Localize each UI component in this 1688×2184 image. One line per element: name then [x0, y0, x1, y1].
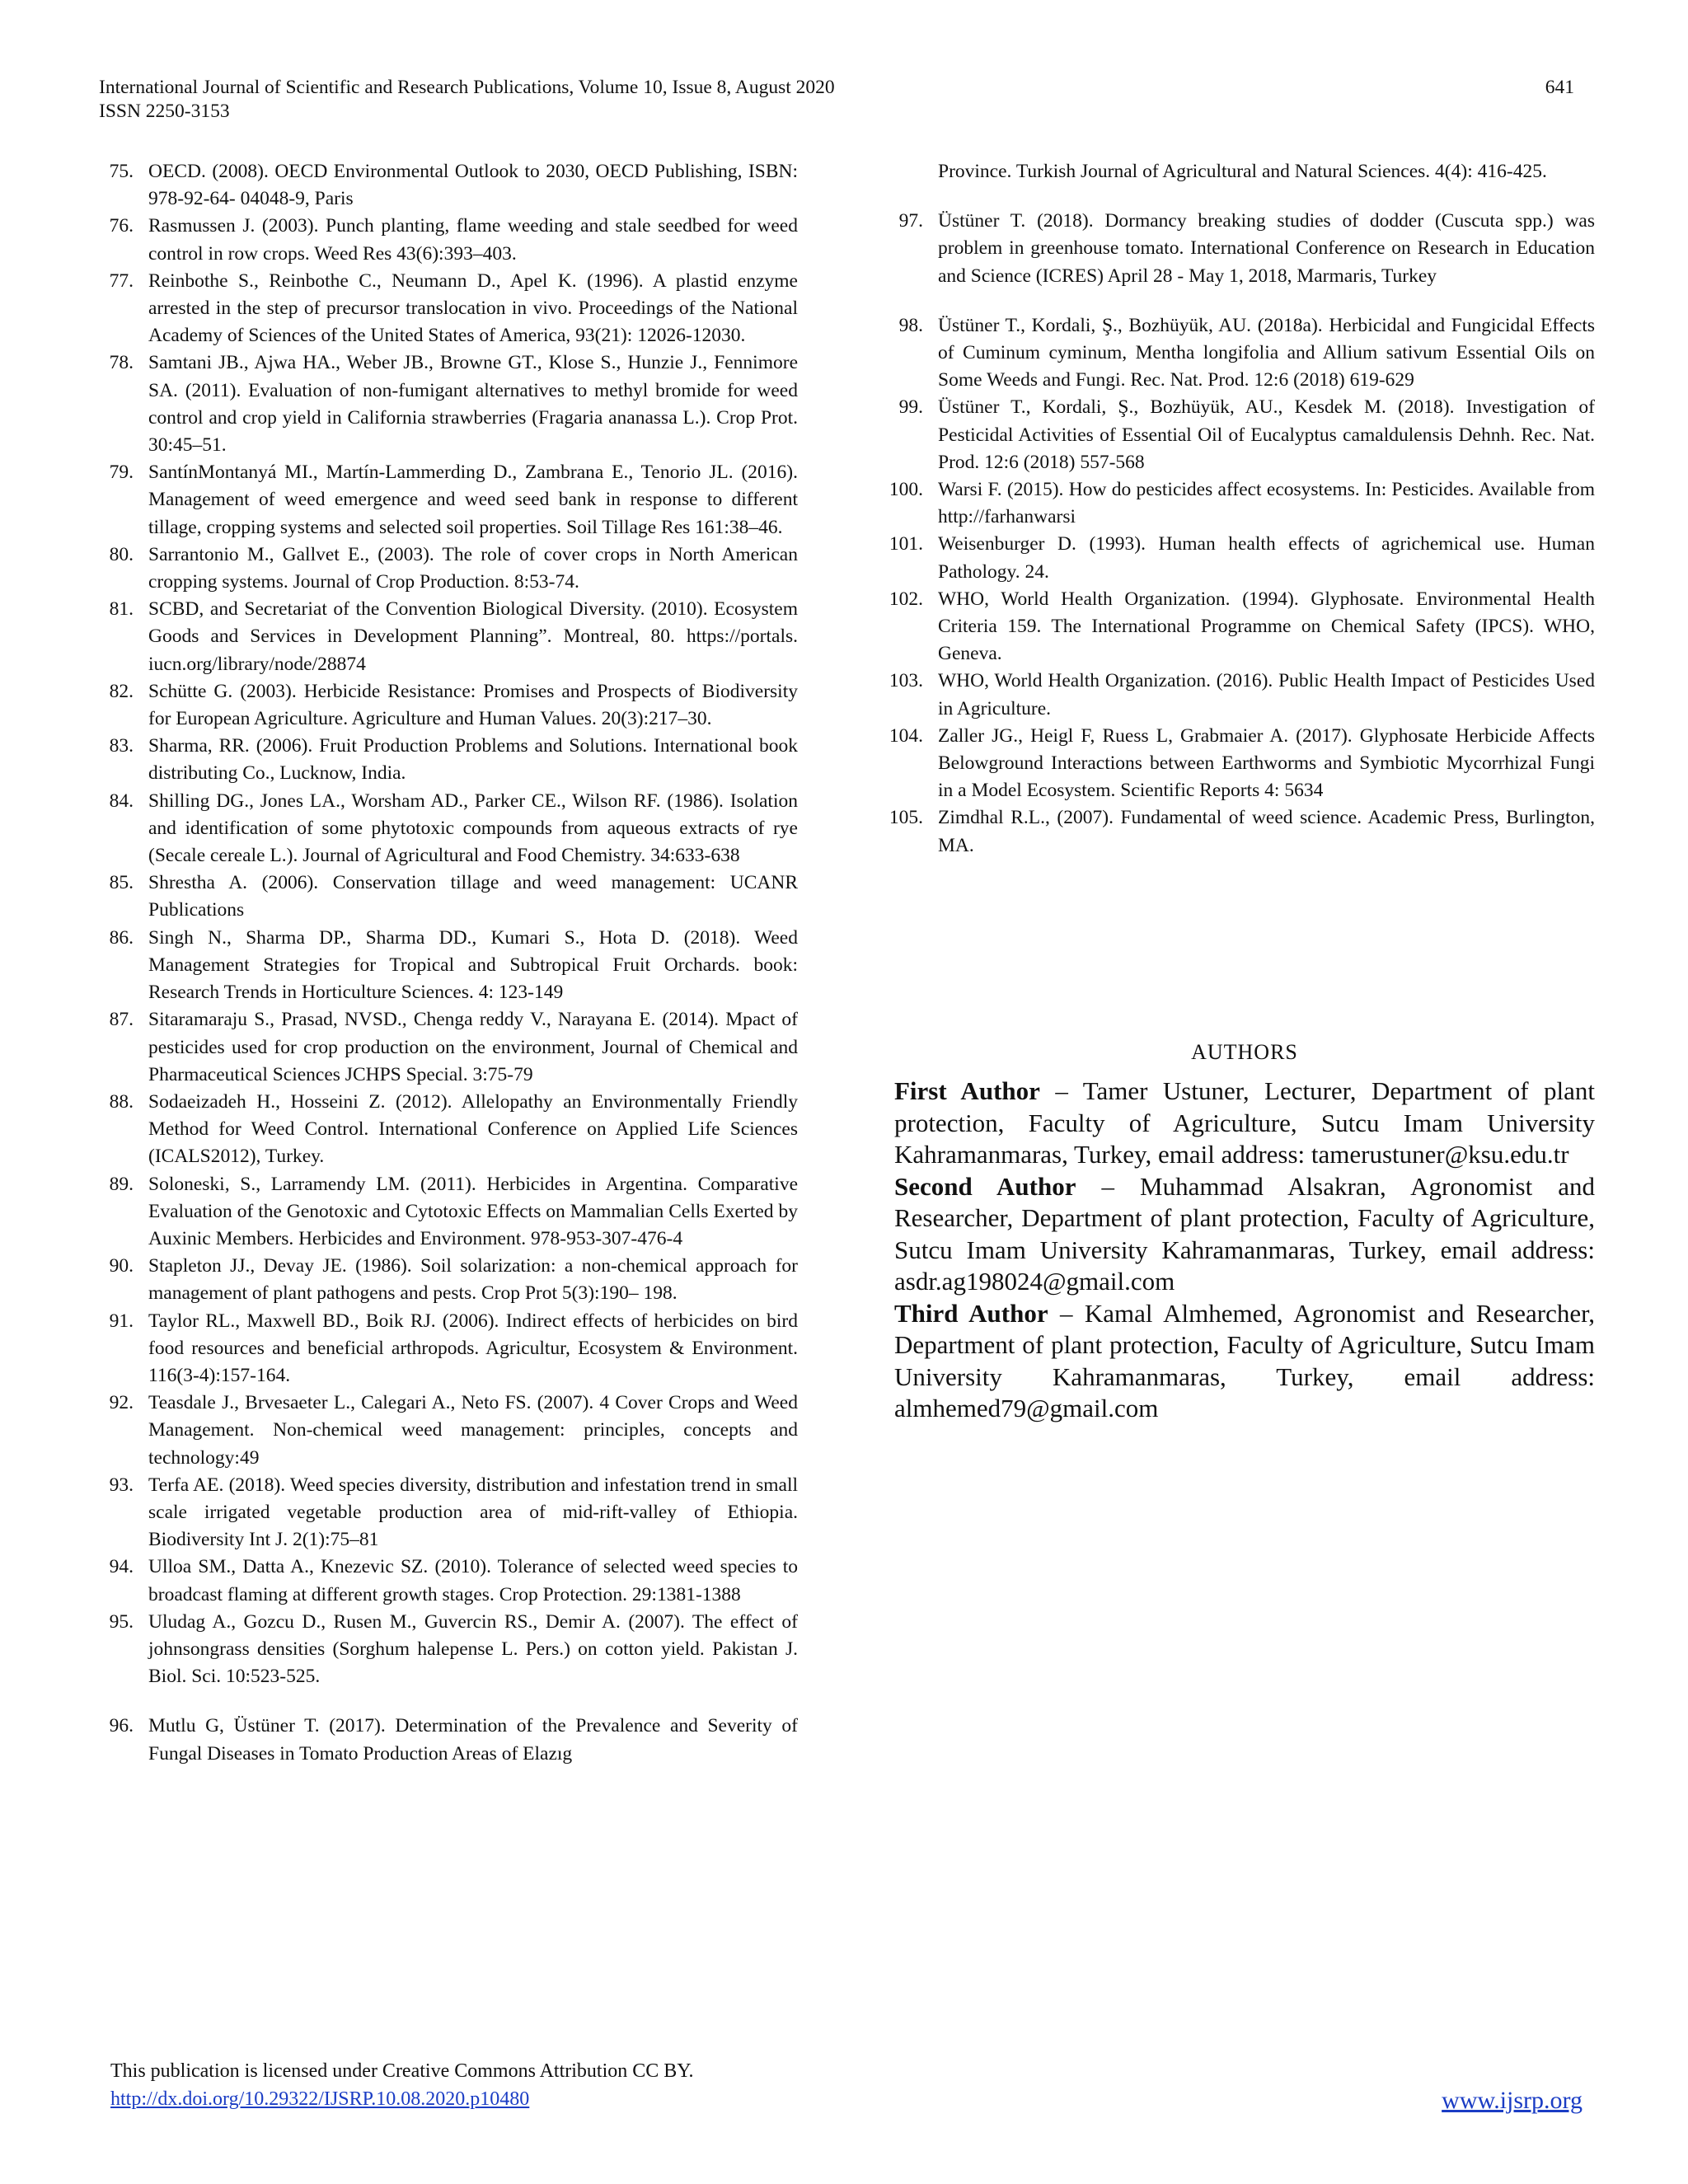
author-role: Second Author: [894, 1171, 1076, 1201]
reference-item: [109, 596, 798, 678]
reference-text: Terfa AE. (2018). Weed species diversity, distribution and infestation trend in small scale irrigated vegetable production area of mid-rift-valley of Ethiopia. Biodiversity Int J. 2(1):75–81: [148, 1474, 798, 1551]
author-role: First Author: [894, 1076, 1040, 1105]
reference-item: [889, 804, 1595, 859]
reference-number: 92.: [109, 1392, 134, 1414]
reference-number: 80.: [109, 543, 134, 565]
page-number: 641: [1545, 77, 1574, 98]
authors-heading: AUTHORS: [1191, 1040, 1298, 1064]
author-entry: [894, 1298, 1595, 1425]
page-footer: [110, 2057, 1582, 2113]
reference-number: 82.: [109, 680, 134, 702]
reference-text: Üstüner T., Kordali, Ş., Bozhüyük, AU., Kesdek M. (2018). Investigation of Pesticidal Activities of Essential Oil of Eucalyptus camaldulensis Dehnh. Rec. Nat. Prod. 12:6 (2018) 557-568: [938, 396, 1595, 473]
reference-item: [109, 1308, 798, 1390]
author-role: Third Author: [894, 1298, 1048, 1328]
reference-text: Shrestha A. (2006). Conservation tillage and weed management: UCANR Publications: [148, 872, 798, 921]
reference-item: [109, 1390, 798, 1472]
reference-item: [109, 1472, 798, 1554]
reference-item: [109, 925, 798, 1007]
reference-number: 75.: [109, 161, 134, 182]
reference-number: 94.: [109, 1556, 134, 1578]
reference-number: 86.: [109, 926, 134, 949]
reference-item: [889, 586, 1595, 668]
reference-item: [898, 312, 1595, 395]
reference-number: 85.: [109, 872, 134, 894]
issn: ISSN 2250-3153: [99, 101, 230, 122]
reference-item: [109, 733, 798, 787]
reference-item: [109, 541, 798, 596]
reference-item: [109, 1609, 798, 1691]
reference-item: [109, 869, 798, 924]
website-link[interactable]: www.ijsrp.org: [1442, 2087, 1582, 2114]
reference-text: Shilling DG., Jones LA., Worsham AD., Parker CE., Wilson RF. (1986). Isolation and identification of some phytotoxic compounds from aqueous extracts of rye (Secale cereale L.). Journal of Agricultural and Food Chemistry. 34:633-638: [148, 790, 798, 867]
reference-text: Stapleton JJ., Devay JE. (1986). Soil solarization: a non-chemical approach for management of plant pathogens and pests. Crop Prot 5(3):190– 198.: [148, 1255, 798, 1305]
reference-item: [109, 349, 798, 459]
reference-text: OECD. (2008). OECD Environmental Outlook to 2030, OECD Publishing, ISBN: 978-92-64- 04048-9, Paris: [148, 161, 798, 210]
reference-number: 76.: [109, 215, 134, 237]
reference-number: 84.: [109, 790, 134, 812]
reference-text: Uludag A., Gozcu D., Rusen M., Guvercin RS., Demir A. (2007). The effect of johnsongrass densities (Sorghum halepense L. Pers.) on cotton yield. Pakistan J. Biol. Sci. 10:523-525.: [148, 1610, 798, 1688]
reference-item: [898, 394, 1595, 476]
reference-text: Singh N., Sharma DP., Sharma DD., Kumari S., Hota D. (2018). Weed Management Strategies for Tropical and Subtropical Fruit Orchards. book: Research Trends in Horticulture Sciences. 4: 123-149: [148, 926, 798, 1004]
reference-item: [109, 1713, 798, 1767]
reference-item: [109, 1171, 798, 1254]
reference-number: 91.: [109, 1310, 134, 1332]
reference-item: [109, 268, 798, 350]
reference-item: [109, 788, 798, 870]
reference-number: 99.: [898, 396, 923, 419]
reference-item: [109, 158, 798, 213]
reference-text: Weisenburger D. (1993). Human health effects of agrichemical use. Human Pathology. 24.: [938, 533, 1595, 583]
reference-text: Schütte G. (2003). Herbicide Resistance: Promises and Prospects of Biodiversity for European Agriculture. Agriculture and Human Values. 20(3):217–30.: [148, 680, 798, 730]
reference-number: 104.: [889, 724, 923, 747]
reference-item: [109, 1006, 798, 1089]
reference-number: 77.: [109, 269, 134, 292]
author-details: – Tamer Ustuner, Lecturer, Department of plant protection, Faculty of Agriculture, Sutcu Imam University Kahramanmaras, Turkey, email address: tamerustuner@ksu.edu.tr: [894, 1076, 1595, 1169]
author-details: – Kamal Almhemed, Agronomist and Researcher, Department of plant protection, Faculty of Agriculture, Sutcu Imam University Kahramanmaras, Turkey, email address: almhemed79@gmail.com: [894, 1298, 1595, 1422]
reference-item: [109, 1253, 798, 1307]
license-text: This publication is licensed under Creative Commons Attribution CC BY.: [110, 2060, 694, 2082]
reference-text: Üstüner T. (2018). Dormancy breaking studies of dodder (Cuscuta spp.) was problem in greenhouse tomato. International Conference on Research in Education and Science (ICRES) April 28 - May 1, 2018, Marmaris, Turkey: [938, 210, 1595, 287]
reference-number: 93.: [109, 1474, 134, 1496]
reference-item: [889, 531, 1595, 585]
reference-number: 98.: [898, 314, 923, 336]
author-entry: [894, 1076, 1595, 1171]
reference-item: [898, 208, 1595, 290]
reference-item: [889, 668, 1595, 722]
authors-section: [894, 1076, 1595, 1425]
reference-number: 90.: [109, 1255, 134, 1277]
reference-number: 105.: [889, 807, 923, 829]
reference-number: 103.: [889, 670, 923, 692]
reference-number: 102.: [889, 588, 923, 610]
references-right-column: [889, 158, 1595, 860]
reference-text: Sharma, RR. (2006). Fruit Production Problems and Solutions. International book distributing Co., Lucknow, India.: [148, 735, 798, 785]
reference-text: Sodaeizadeh H., Hosseini Z. (2012). Allelopathy an Environmentally Friendly Method for Weed Control. International Conference on Applied Life Sciences (ICALS2012), Turkey.: [148, 1090, 798, 1168]
author-details: – Muhammad Alsakran, Agronomist and Researcher, Department of plant protection, Faculty of Agriculture, Sutcu Imam University Kahramanmaras, Turkey, email address: asdr.ag198024@gmail.com: [894, 1171, 1595, 1296]
reference-text: Reinbothe S., Reinbothe C., Neumann D., Apel K. (1996). A plastid enzyme arrested in the step of precursor translocation in vivo. Proceedings of the National Academy of Sciences of the United States of America, 93(21): 12026-12030.: [148, 269, 798, 347]
reference-number: 89.: [109, 1173, 134, 1195]
page-header: [99, 76, 1574, 124]
reference-text: WHO, World Health Organization. (1994). Glyphosate. Environmental Health Criteria 159. The International Programme on Chemical Safety (IPCS). WHO, Geneva.: [938, 588, 1595, 665]
reference-item: [109, 459, 798, 541]
reference-text: Ulloa SM., Datta A., Knezevic SZ. (2010). Tolerance of selected weed species to broadcast flaming at different growth stages. Crop Protection. 29:1381-1388: [148, 1556, 798, 1605]
reference-number: 97.: [898, 210, 923, 232]
author-entry: [894, 1171, 1595, 1298]
reference-item: [109, 213, 798, 267]
reference-number: 100.: [889, 479, 923, 501]
reference-number: 87.: [109, 1009, 134, 1031]
reference-number: 79.: [109, 462, 134, 484]
reference-item: [109, 1089, 798, 1171]
reference-text: WHO, World Health Organization. (2016). Public Health Impact of Pesticides Used in Agriculture.: [938, 670, 1595, 719]
reference-text: Soloneski, S., Larramendy LM. (2011). Herbicides in Argentina. Comparative Evaluation of the Genotoxic and Cytotoxic Effects on Mammalian Cells Exerted by Auxinic Members. Herbicides and Environment. 978-953-307-476-4: [148, 1173, 798, 1249]
doi-link[interactable]: http://dx.doi.org/10.29322/IJSRP.10.08.2020.p10480: [110, 2088, 530, 2110]
reference-text: SCBD, and Secretariat of the Convention Biological Diversity. (2010). Ecosystem Goods and Services in Development Planning”. Montreal, 80. https://portals. iucn.org/library/node/28874: [148, 598, 798, 675]
reference-item: [889, 476, 1595, 531]
reference-item: [109, 1554, 798, 1608]
reference-number: 88.: [109, 1090, 134, 1113]
reference-text: Zaller JG., Heigl F, Ruess L, Grabmaier A. (2017). Glyphosate Herbicide Affects Belowground Interactions between Earthworms and Symbiotic Mycorrhizal Fungi in a Model Ecosystem. Scientific Reports 4: 5634: [938, 724, 1595, 802]
reference-continuation: Province. Turkish Journal of Agricultural and Natural Sciences. 4(4): 416-425.: [938, 161, 1547, 182]
reference-text: Sarrantonio M., Gallvet E., (2003). The role of cover crops in North American cropping systems. Journal of Crop Production. 8:53-74.: [148, 543, 798, 593]
reference-text: Teasdale J., Brvesaeter L., Calegari A., Neto FS. (2007). 4 Cover Crops and Weed Management. Non-chemical weed management: principles, concepts and technology:49: [148, 1392, 798, 1469]
reference-number: 95.: [109, 1610, 134, 1633]
reference-item: [109, 678, 798, 733]
reference-number: 101.: [889, 533, 923, 555]
reference-number: 78.: [109, 352, 134, 374]
reference-number: 81.: [109, 598, 134, 621]
reference-text: Samtani JB., Ajwa HA., Weber JB., Browne GT., Klose S., Hunzie J., Fennimore SA. (2011). Evaluation of non-fumigant alternatives to methyl bromide for weed control and crop yield in California strawberries (Fragaria ananassa L.). Crop Prot. 30:45–51.: [148, 352, 798, 457]
journal-title: International Journal of Scientific and Research Publications, Volume 10, Issue 8, August 2020: [99, 77, 835, 98]
reference-number: 96.: [109, 1715, 134, 1737]
references-left-column: [109, 158, 798, 1768]
reference-text: Rasmussen J. (2003). Punch planting, flame weeding and stale seedbed for weed control in row crops. Weed Res 43(6):393–403.: [148, 215, 798, 265]
reference-number: 83.: [109, 735, 134, 757]
reference-text: Taylor RL., Maxwell BD., Boik RJ. (2006). Indirect effects of herbicides on bird food resources and beneficial arthropods. Agricultur, Ecosystem & Environment. 116(3-4):157-164.: [148, 1310, 798, 1386]
reference-text: Sitaramaraju S., Prasad, NVSD., Chenga reddy V., Narayana E. (2014). Mpact of pesticides used for crop production on the environment, Journal of Chemical and Pharmaceutical Sciences JCHPS Special. 3:75-79: [148, 1009, 798, 1085]
reference-text: Üstüner T., Kordali, Ş., Bozhüyük, AU. (2018a). Herbicidal and Fungicidal Effects of Cuminum cyminum, Mentha longifolia and Allium sativum Essential Oils on Some Weeds and Fungi. Rec. Nat. Prod. 12:6 (2018) 619-629: [938, 314, 1595, 391]
reference-item: [889, 723, 1595, 805]
reference-text: SantínMontanyá MI., Martín-Lammerding D., Zambrana E., Tenorio JL. (2016). Management of weed emergence and weed seed bank in response to different tillage, cropping systems and selected soil properties. Soil Tillage Res 161:38–46.: [148, 462, 798, 538]
reference-text: Zimdhal R.L., (2007). Fundamental of weed science. Academic Press, Burlington, MA.: [938, 807, 1595, 856]
reference-text: Mutlu G, Üstüner T. (2017). Determination of the Prevalence and Severity of Fungal Diseases in Tomato Production Areas of Elazıg: [148, 1715, 798, 1765]
reference-text: Warsi F. (2015). How do pesticides affect ecosystems. In: Pesticides. Available from http://farhanwarsi: [938, 479, 1595, 528]
